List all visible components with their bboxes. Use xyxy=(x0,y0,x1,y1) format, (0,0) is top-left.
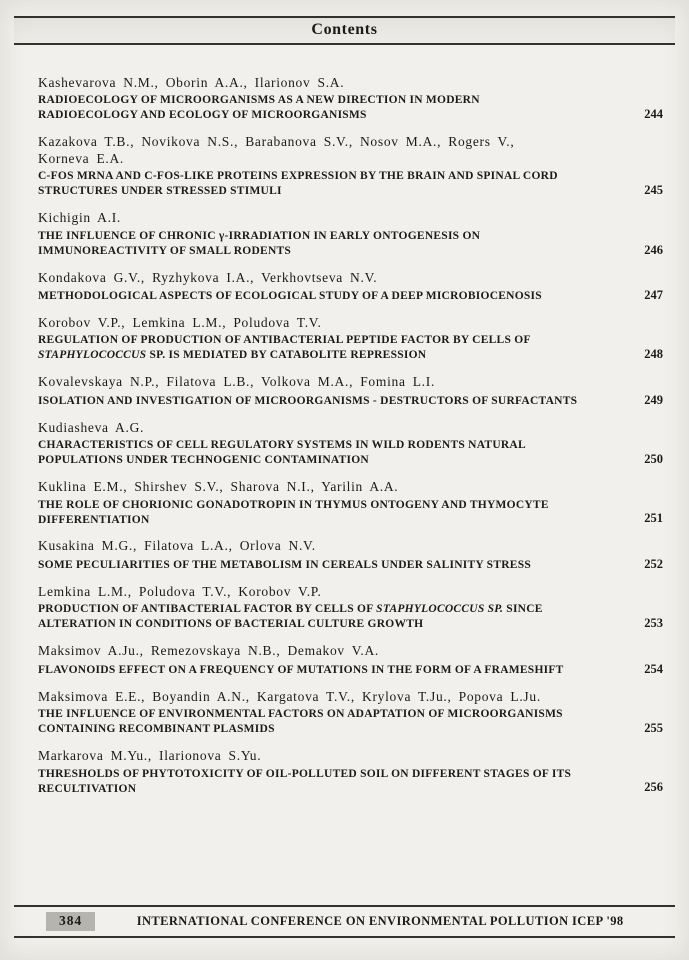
entry-title: CHARACTERISTICS OF CELL REGULATORY SYSTEMS IN WILD RODENTS NATURAL POPULATIONS UNDER TECHNOGENIC CONTAMINATION xyxy=(38,439,526,467)
entry-title-row xyxy=(38,169,663,199)
page-footer xyxy=(14,905,675,938)
entry-title xyxy=(38,602,578,632)
entry-title-row xyxy=(38,288,663,304)
entry-title-row xyxy=(38,662,663,678)
entry-page-number: 248 xyxy=(644,347,663,362)
entry-authors: Lemkina L.M., Poludova T.V., Korobov V.P. xyxy=(38,583,322,599)
entry-page-number: 244 xyxy=(644,107,663,122)
contents-header xyxy=(14,16,675,45)
entry-authors: Kichigin A.I. xyxy=(38,210,121,226)
entry-title: THE ROLE OF CHORIONIC GONADOTROPIN IN THYMUS ONTOGENY AND THYMOCYTE DIFFERENTIATION xyxy=(38,498,549,526)
entry-authors: Kashevarova N.M., Oborin A.A., Ilarionov S.A. xyxy=(38,75,345,90)
entry-title-italic: STAPHYLOCOCCUS xyxy=(38,349,147,362)
entry-page-number: 251 xyxy=(644,511,663,526)
toc-entry xyxy=(38,643,663,677)
entry-title-row xyxy=(38,229,663,259)
toc-entry xyxy=(38,374,663,408)
entry-title-row xyxy=(38,767,663,797)
entry-title-italic: STAPHYLOCOCCUS SP. xyxy=(376,603,504,616)
entry-page-number: 256 xyxy=(644,780,663,795)
page-title: Contents xyxy=(311,21,378,38)
entry-title-row xyxy=(38,557,663,573)
entry-title: THE INFLUENCE OF ENVIRONMENTAL FACTORS ON ADAPTATION OF MICROORGANISMS CONTAINING RECOMBINANT PLASMIDS xyxy=(38,708,563,736)
entry-title-row xyxy=(38,602,663,632)
toc-entry xyxy=(38,210,663,258)
entry-authors: Korobov V.P., Lemkina L.M., Poludova T.V. xyxy=(38,314,322,330)
entry-title: FLAVONOIDS EFFECT ON A FREQUENCY OF MUTATIONS IN THE FORM OF A FRAMESHIFT xyxy=(38,663,564,676)
entry-authors: Kazakova T.B., Novikova N.S., Barabanova S.V., Nosov M.A., Rogers V., Korneva E.A. xyxy=(38,134,515,166)
entry-authors: Maksimova E.E., Boyandin A.N., Kargatova T.V., Krylova T.Ju., Popova L.Ju. xyxy=(38,688,541,704)
entry-page-number: 253 xyxy=(644,616,663,631)
entry-title: METHODOLOGICAL ASPECTS OF ECOLOGICAL STUDY OF A DEEP MICROBIOCENOSIS xyxy=(38,290,542,303)
toc-entry-list xyxy=(38,75,663,807)
toc-entry xyxy=(38,270,663,304)
footer-page-number: 384 xyxy=(46,912,95,931)
toc-entry xyxy=(38,420,663,468)
entry-title-row xyxy=(38,498,663,528)
entry-title-row xyxy=(38,333,663,363)
entry-title-text: REGULATION OF PRODUCTION OF ANTIBACTERIAL PEPTIDE FACTOR BY CELLS OF xyxy=(38,334,531,347)
footer-row xyxy=(14,907,675,936)
entry-authors: Markarova M.Yu., Ilarionova S.Yu. xyxy=(38,748,262,764)
entry-title: C-FOS MRNA AND C-FOS-LIKE PROTEINS EXPRESSION BY THE BRAIN AND SPINAL CORD STRUCTURES UNDER STRESSED STIMULI xyxy=(38,170,558,198)
entry-authors: Kuklina E.M., Shirshev S.V., Sharova N.I., Yarilin A.A. xyxy=(38,479,399,495)
entry-title: THE INFLUENCE OF CHRONIC γ-IRRADIATION IN EARLY ONTOGENESIS ON IMMUNOREACTIVITY OF SMALL RODENTS xyxy=(38,229,481,257)
toc-entry xyxy=(38,584,663,632)
toc-entry xyxy=(38,689,663,737)
entry-authors: Kovalevskaya N.P., Filatova L.B., Volkova M.A., Fomina L.I. xyxy=(38,374,436,390)
entry-authors: Kudiasheva A.G. xyxy=(38,419,145,435)
toc-entry xyxy=(38,315,663,363)
entry-page-number: 245 xyxy=(644,183,663,198)
entry-title: THRESHOLDS OF PHYTOTOXICITY OF OIL-POLLUTED SOIL ON DIFFERENT STAGES OF ITS RECULTIVATION xyxy=(38,767,572,795)
toc-entry xyxy=(38,538,663,572)
entry-authors: Maksimov A.Ju., Remezovskaya N.B., Demakov V.A. xyxy=(38,643,380,659)
entry-title-text: SINCE ALTERATION IN CONDITIONS OF BACTERIAL CULTURE GROWTH xyxy=(38,603,543,631)
entry-page-number: 255 xyxy=(644,721,663,736)
entry-page-number: 252 xyxy=(644,556,663,571)
entry-title-text: PRODUCTION OF ANTIBACTERIAL FACTOR BY CELLS OF xyxy=(38,603,377,616)
entry-page-number: 247 xyxy=(644,287,663,302)
toc-entry xyxy=(38,75,663,123)
toc-entry xyxy=(38,748,663,796)
entry-title: ISOLATION AND INVESTIGATION OF MICROORGANISMS - DESTRUCTORS OF SURFACTANTS xyxy=(38,394,578,407)
entry-title: RADIOECOLOGY OF MICROORGANISMS AS A NEW DIRECTION IN MODERN RADIOECOLOGY AND ECOLOGY OF MICROORGANISMS xyxy=(38,94,480,122)
entry-page-number: 250 xyxy=(644,452,663,467)
entry-title-row xyxy=(38,393,663,409)
entry-page-number: 249 xyxy=(644,392,663,407)
entry-page-number: 246 xyxy=(644,242,663,257)
entry-title xyxy=(38,333,578,363)
entry-title: SOME PECULIARITIES OF THE METABOLISM IN CEREALS UNDER SALINITY STRESS xyxy=(38,559,532,571)
entry-authors: Kondakova G.V., Ryzhykova I.A., Verkhovtseva N.V. xyxy=(38,269,378,285)
toc-entry xyxy=(38,479,663,527)
entry-title-row xyxy=(38,707,663,737)
entry-authors: Kusakina M.G., Filatova L.A., Orlova N.V. xyxy=(38,538,316,554)
entry-title-text: SP. IS MEDIATED BY CATABOLITE REPRESSION xyxy=(146,349,427,362)
entry-page-number: 254 xyxy=(644,661,663,676)
entry-title-row xyxy=(38,438,663,468)
footer-conference-title: INTERNATIONAL CONFERENCE ON ENVIRONMENTAL POLLUTION ICEP '98 xyxy=(136,914,624,928)
toc-entry xyxy=(38,134,663,199)
entry-title-row xyxy=(38,93,663,123)
